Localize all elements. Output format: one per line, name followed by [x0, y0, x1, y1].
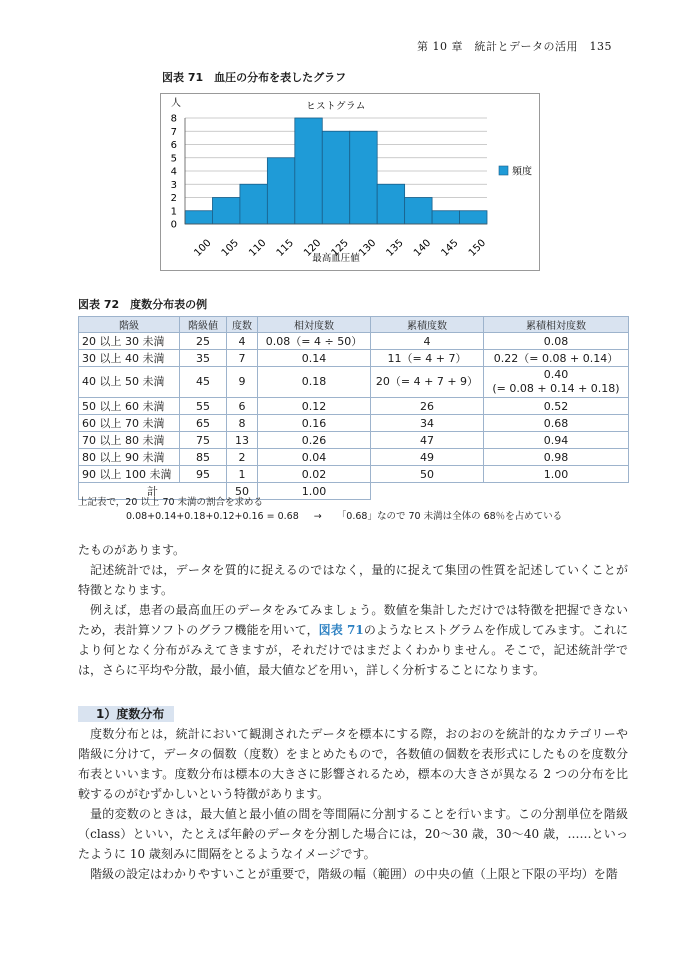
header-relative-frequency: 相対度数 [258, 317, 371, 333]
histogram-chart [160, 93, 540, 271]
y-tick-label: 0 [170, 219, 177, 231]
histogram-bar [405, 198, 432, 225]
header-class-value: 階級値 [180, 317, 227, 333]
table-cell: 0.22（= 0.08 + 0.14） [484, 350, 629, 367]
table-cell: 0.08 [484, 333, 629, 350]
header-cumulative-frequency: 累積度数 [371, 317, 484, 333]
x-tick-label: 145 [439, 237, 461, 259]
table-cell: 0.04 [258, 449, 371, 466]
table-cell: 0.68 [484, 415, 629, 432]
x-tick-label: 135 [384, 237, 406, 259]
table-cell: 65 [180, 415, 227, 432]
table-row [79, 415, 629, 432]
table-cell: 7 [227, 350, 258, 367]
table-cell: 0.94 [484, 432, 629, 449]
y-tick-label: 4 [170, 166, 177, 178]
section-heading: 1）度数分布 [78, 706, 174, 722]
table-cell: 50 [227, 483, 258, 500]
table-note-2 [126, 508, 574, 522]
note-calculation: 0.08+0.14+0.18+0.12+0.16 = 0.68 [126, 511, 299, 522]
table-cell: 90 以上 100 未満 [79, 466, 180, 483]
histogram-bar [267, 158, 294, 224]
table-cell: 1.00 [484, 466, 629, 483]
header-cumulative-relative-frequency: 累積相対度数 [484, 317, 629, 333]
body-paragraph-1: たものがあります。 [78, 543, 186, 557]
y-tick-label: 7 [170, 126, 177, 138]
table-cell [484, 483, 629, 500]
table-row [79, 367, 629, 398]
histogram-svg [161, 94, 539, 270]
table-cell: 0.26 [258, 432, 371, 449]
table-cell: 11（= 4 + 7） [371, 350, 484, 367]
histogram-bar [185, 211, 212, 224]
table-cell: 55 [180, 398, 227, 415]
table-cell: 0.52 [484, 398, 629, 415]
x-tick-label: 105 [219, 237, 242, 259]
table-cell: 85 [180, 449, 227, 466]
x-tick-label: 100 [192, 237, 214, 259]
table-cell: 80 以上 90 未満 [79, 449, 180, 466]
table-cell: 20 以上 30 未満 [79, 333, 180, 350]
table-cell: 45 [180, 367, 227, 398]
table-cell: 50 以上 60 未満 [79, 398, 180, 415]
x-tick-label: 115 [274, 237, 296, 259]
table-cell: 13 [227, 432, 258, 449]
x-tick-label: 120 [302, 237, 324, 259]
table-header-row [79, 317, 629, 333]
x-tick-label: 150 [466, 237, 489, 259]
chart-title: ヒストグラム [306, 101, 366, 112]
table-cell: 34 [371, 415, 484, 432]
table-row [79, 449, 629, 466]
cell-line: (= 0.08 + 0.14 + 0.18) [492, 382, 620, 395]
table-cell: 0.12 [258, 398, 371, 415]
table-cell: 1 [227, 466, 258, 483]
table-row [79, 432, 629, 449]
table-cell: 4 [227, 333, 258, 350]
histogram-bar [460, 211, 487, 224]
table-cell: 50 [371, 466, 484, 483]
histogram-bar [322, 131, 349, 224]
table-cell: 8 [227, 415, 258, 432]
histogram-bar [350, 131, 377, 224]
table-cell: 1.00 [258, 483, 371, 500]
x-tick-label: 110 [247, 237, 269, 259]
x-tick-label: 130 [357, 237, 379, 259]
table-cell [371, 483, 484, 500]
figure-71-title: 図表 71 血圧の分布を表したグラフ [162, 71, 347, 84]
table-cell: 35 [180, 350, 227, 367]
body-paragraph-2: 記述統計では，データを質的に捉えるのではなく，量的に捉えて集団の性質を記述していくことが特徴となります。 [78, 563, 628, 597]
table-cell: 60 以上 70 未満 [79, 415, 180, 432]
table-cell [484, 367, 629, 398]
table-cell: 0.98 [484, 449, 629, 466]
header-frequency: 度数 [227, 317, 258, 333]
y-tick-label: 1 [170, 206, 177, 218]
running-head: 第 10 章 統計とデータの活用 135 [417, 40, 612, 53]
table-cell: 26 [371, 398, 484, 415]
legend-swatch [499, 166, 508, 175]
table-row [79, 333, 629, 350]
table-row [79, 398, 629, 415]
table-cell: 0.14 [258, 350, 371, 367]
table-cell: 0.02 [258, 466, 371, 483]
y-tick-label: 5 [170, 153, 177, 165]
histogram-bar [240, 184, 267, 224]
table-cell: 0.18 [258, 367, 371, 398]
y-tick-label: 8 [170, 113, 177, 125]
table-row [79, 350, 629, 367]
table-cell: 4 [371, 333, 484, 350]
cell-line: 0.40 [543, 368, 569, 381]
histogram-bar [377, 184, 404, 224]
table-cell: 75 [180, 432, 227, 449]
y-tick-label: 3 [170, 179, 177, 191]
figure-71-reference[interactable]: 図表 71 [318, 623, 364, 637]
table-cell: 49 [371, 449, 484, 466]
x-tick-label: 140 [411, 237, 434, 259]
table-cell: 25 [180, 333, 227, 350]
y-tick-label: 6 [170, 140, 177, 151]
table-cell: 2 [227, 449, 258, 466]
body-paragraph-6: 階級の設定はわかりやすいことが重要で，階級の幅（範囲）の中央の値（上限と下限の平均）を階 [90, 867, 618, 881]
table-row [79, 466, 629, 483]
body-paragraph-5: 量的変数のときは，最大値と最小値の間を等間隔に分割することを行います。この分割単位を階級（class）といい，たとえば年齢のデータを分割した場合には，20〜30 歳，30〜40 歳，……といったように 10 歳刻みに間隔をとるようなイメージです。 [78, 807, 628, 861]
y-tick-label: 2 [170, 193, 177, 204]
table-cell: 40 以上 50 未満 [79, 367, 180, 398]
table-cell: 20（= 4 + 7 + 9） [371, 367, 484, 398]
body-paragraph-3: 例えば，患者の最高血圧のデータをみてみましょう。数値を集計しただけでは特徴を把握できないため，表計算ソフトのグラフ機能を用いて，図表 71のようなヒストグラムを作成してみます。これにより何となく分布がみえてきますが，それだけではまだよくわかりません。そこで，記述統計学では，さらに平均や分散，最小値，最大値などを用い，詳しく分析することになります。 [78, 603, 628, 677]
table-cell: 9 [227, 367, 258, 398]
table-cell: 0.08（= 4 ÷ 50） [258, 333, 371, 350]
body-paragraph-4: 度数分布とは，統計において観測されたデータを標本にする際，おのおのを統計的なカテゴリーや階級に分けて，データの個数（度数）をまとめたもので，各数値の個数を表形式にしたものを度数分布表といいます。度数分布は標本の大きさに影響されるため，標本の大きさが異なる 2 つの分布を比較するのがむずかしいという特徴があります。 [78, 727, 628, 801]
table-cell: 95 [180, 466, 227, 483]
table-cell: 0.16 [258, 415, 371, 432]
table-cell: 47 [371, 432, 484, 449]
histogram-bar [295, 118, 322, 224]
legend-label: 頻度 [512, 166, 532, 178]
note-arrow: → [313, 511, 322, 522]
note-conclusion: 「0.68」なので 70 未満は全体の 68％を占めている [336, 511, 563, 522]
table-note-1: 上記表で，20 以上 70 未満の割合を求める [78, 497, 264, 508]
frequency-table [78, 316, 629, 500]
table-cell: 6 [227, 398, 258, 415]
table-cell: 70 以上 80 未満 [79, 432, 180, 449]
header-class: 階級 [79, 317, 180, 333]
table-cell: 30 以上 40 未満 [79, 350, 180, 367]
histogram-bar [432, 211, 459, 224]
figure-72-title: 図表 72 度数分布表の例 [78, 298, 208, 311]
table-cell: 計 [79, 483, 227, 500]
x-tick-label: 125 [329, 237, 351, 259]
y-axis-label: 人 [171, 98, 181, 109]
histogram-bar [212, 198, 239, 225]
x-axis-label: 最高血圧値 [312, 253, 360, 264]
